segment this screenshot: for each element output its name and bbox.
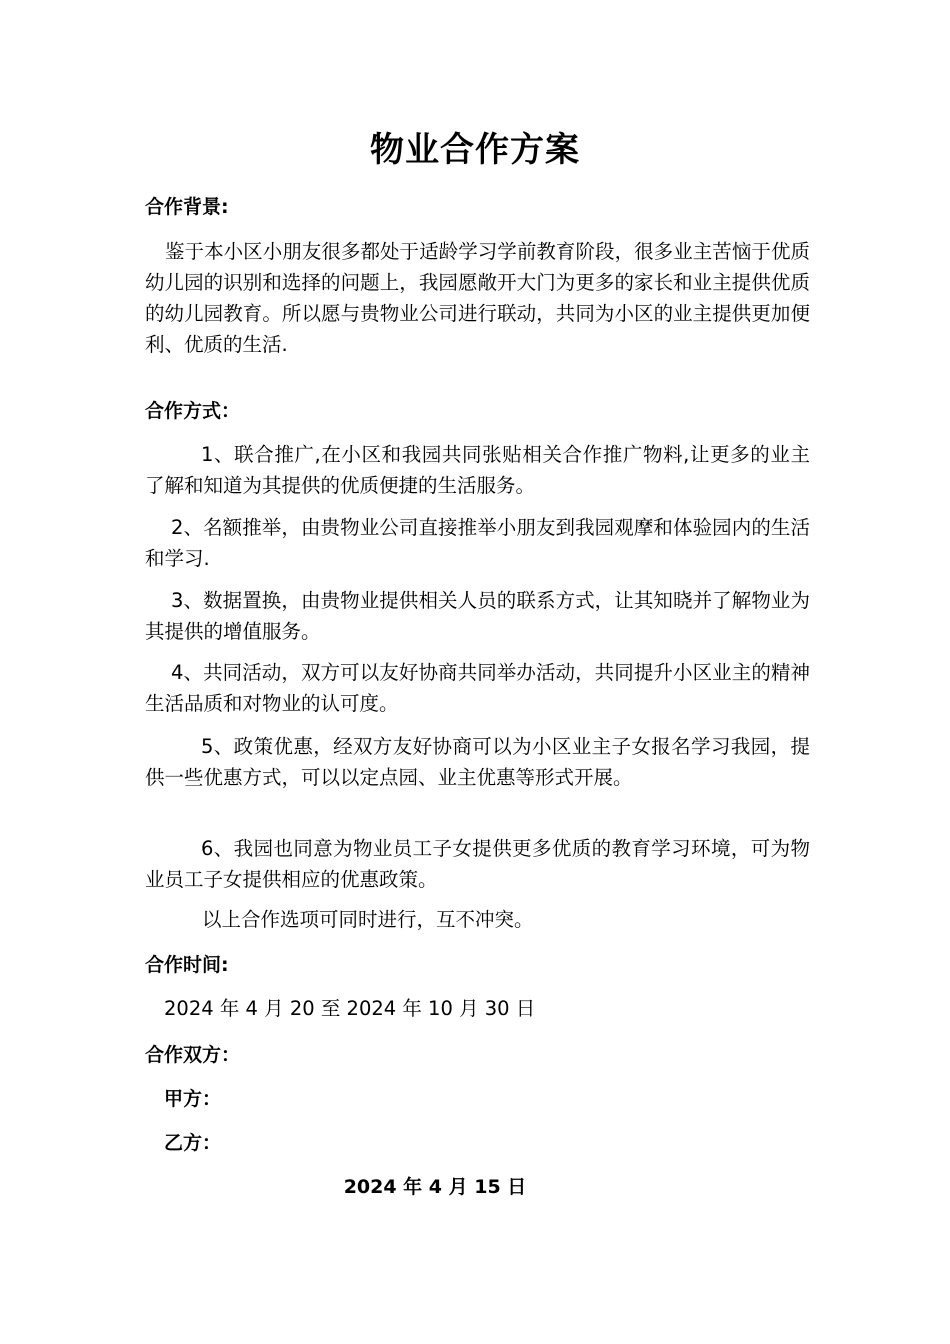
parties-heading: 合作双方： — [145, 1044, 241, 1066]
method-item-1: 1、联合推广,在小区和我园共同张贴相关合作推广物料,让更多的业主了解和知道为其提供的优质便捷的生活服务。 — [145, 443, 810, 497]
method-item-5: 5、政策优惠，经双方友好协商可以为小区业主子女报名学习我园，提供一些优惠方式，可以以定点园、业主优惠等形式开展。 — [145, 735, 810, 789]
party-a-label: 甲方： — [164, 1088, 222, 1110]
document-title: 物业合作方案 — [370, 130, 580, 170]
party-b-label: 乙方： — [164, 1132, 222, 1154]
method-item-3: 3、数据置换，由贵物业提供相关人员的联系方式，让其知晓并了解物业为其提供的增值服务。 — [145, 589, 810, 643]
method-item-6: 6、我园也同意为物业员工子女提供更多优质的教育学习环境，可为物业员工子女提供相应的优惠政策。 — [145, 837, 810, 891]
background-heading: 合作背景: — [145, 196, 229, 218]
method-item-2: 2、名额推举，由贵物业公司直接推举小朋友到我园观摩和体验园内的生活和学习. — [145, 516, 810, 570]
method-item-4: 4、共同活动，双方可以友好协商共同举办活动，共同提升小区业主的精神生活品质和对物业的认可度。 — [145, 661, 810, 715]
period-heading: 合作时间: — [145, 954, 229, 976]
period-text: 2024 年 4 月 20 至 2024 年 10 月 30 日 — [164, 997, 536, 1020]
methods-heading: 合作方式： — [145, 400, 241, 422]
signature-date: 2024 年 4 月 15 日 — [343, 1176, 527, 1198]
background-paragraph: 鉴于本小区小朋友很多都处于适龄学习学前教育阶段，很多业主苦恼于优质幼儿园的识别和选择的问题上，我园愿敞开大门为更多的家长和业主提供优质的幼儿园教育。所以愿与贵物业公司进行联动，共同为小区的业主提供更加便利、优质的生活. — [145, 240, 810, 356]
methods-note: 以上合作选项可同时进行，互不冲突。 — [202, 908, 534, 931]
